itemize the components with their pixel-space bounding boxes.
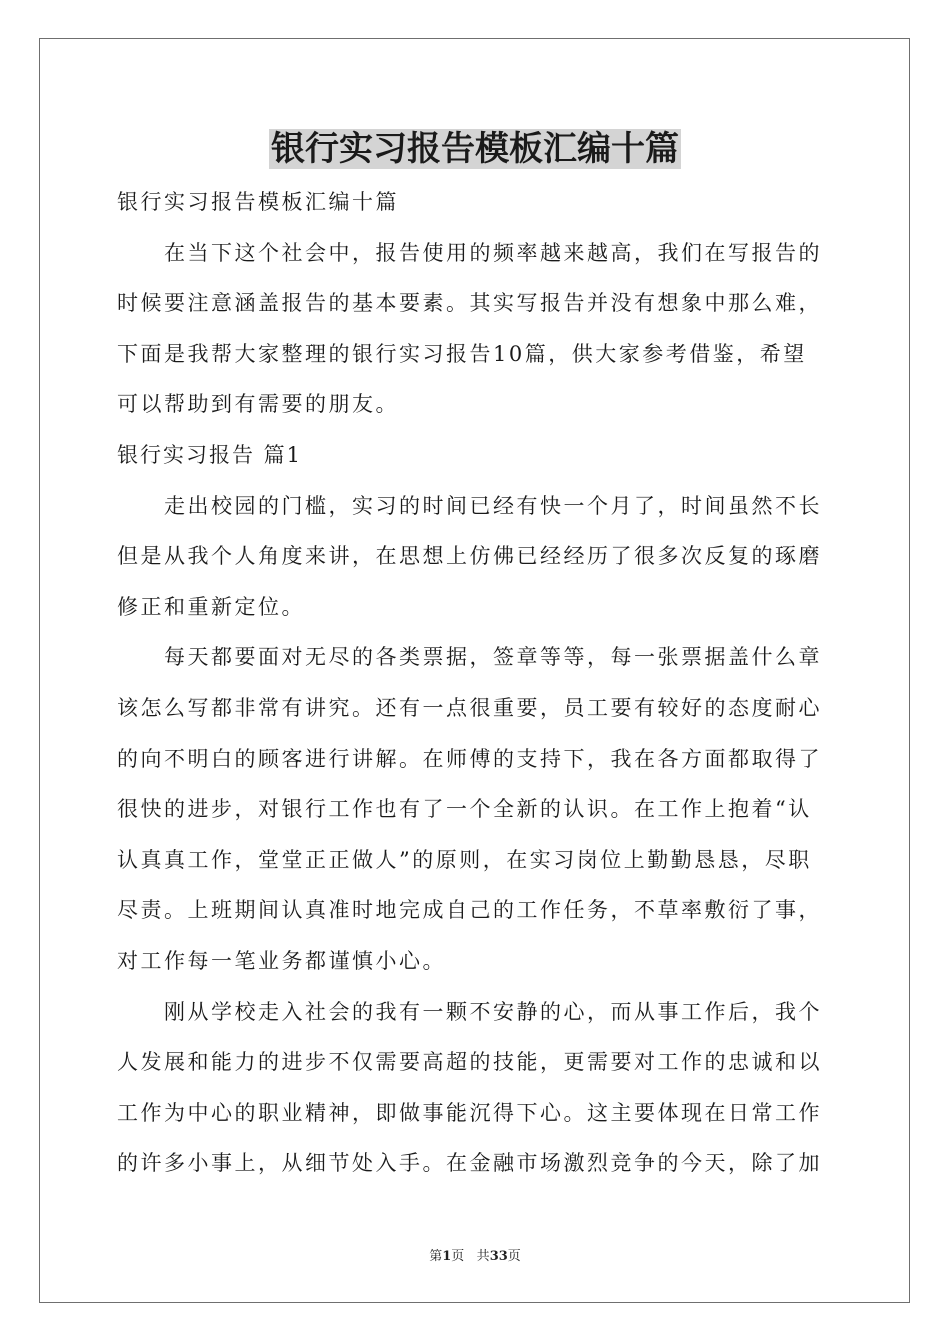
total-pages: 33 xyxy=(489,1249,508,1264)
total-label-prefix: 共 xyxy=(476,1249,490,1264)
page-footer xyxy=(0,1248,950,1266)
body-line: 尽责。上班期间认真准时地完成自己的工作任务，不草率敷衍了事， xyxy=(117,898,822,923)
section-heading: 银行实习报告 篇1 xyxy=(117,442,303,467)
body-line: 下面是我帮大家整理的银行实习报告10篇，供大家参考借鉴，希望 xyxy=(117,341,807,366)
document-title xyxy=(0,126,950,172)
body-line: 对工作每一笔业务都谨慎小心。 xyxy=(117,948,446,973)
body-line: 每天都要面对无尽的各类票据，签章等等，每一张票据盖什么章 xyxy=(164,645,822,670)
body-line: 认真真工作，堂堂正正做人”的原则，在实习岗位上勤勤恳恳，尽职 xyxy=(117,847,812,872)
body-line: 的许多小事上，从细节处入手。在金融市场激烈竞争的今天，除了加 xyxy=(117,1151,822,1176)
body-line: 走出校园的门槛，实习的时间已经有快一个月了，时间虽然不长 xyxy=(164,493,822,518)
body-line: 人发展和能力的进步不仅需要高超的技能，更需要对工作的忠诚和以 xyxy=(117,1050,822,1075)
body-line: 修正和重新定位。 xyxy=(117,594,305,619)
body-line: 在当下这个社会中，报告使用的频率越来越高，我们在写报告的 xyxy=(164,240,822,265)
page-number: 1 xyxy=(442,1249,452,1264)
body-line: 的向不明白的顾客进行讲解。在师傅的支持下，我在各方面都取得了 xyxy=(117,746,822,771)
page-label-prefix: 第 xyxy=(429,1249,443,1264)
body-line: 刚从学校走入社会的我有一颗不安静的心，而从事工作后，我个 xyxy=(164,999,822,1024)
body-line: 很快的进步，对银行工作也有了一个全新的认识。在工作上抱着“认 xyxy=(117,797,812,822)
document-body xyxy=(117,177,835,1189)
body-line: 该怎么写都非常有讲究。还有一点很重要，员工要有较好的态度耐心 xyxy=(117,695,822,720)
page-label-suffix: 页 xyxy=(451,1249,465,1264)
body-line: 但是从我个人角度来讲，在思想上仿佛已经经历了很多次反复的琢磨 xyxy=(117,544,822,569)
document-title-text: 银行实习报告模板汇编十篇 xyxy=(271,129,679,169)
document-subtitle: 银行实习报告模板汇编十篇 xyxy=(117,190,399,214)
body-line: 工作为中心的职业精神，即做事能沉得下心。这主要体现在日常工作 xyxy=(117,1100,822,1125)
total-label-suffix: 页 xyxy=(507,1249,521,1264)
body-line: 可以帮助到有需要的朋友。 xyxy=(117,392,399,417)
body-line: 时候要注意涵盖报告的基本要素。其实写报告并没有想象中那么难， xyxy=(117,291,822,316)
